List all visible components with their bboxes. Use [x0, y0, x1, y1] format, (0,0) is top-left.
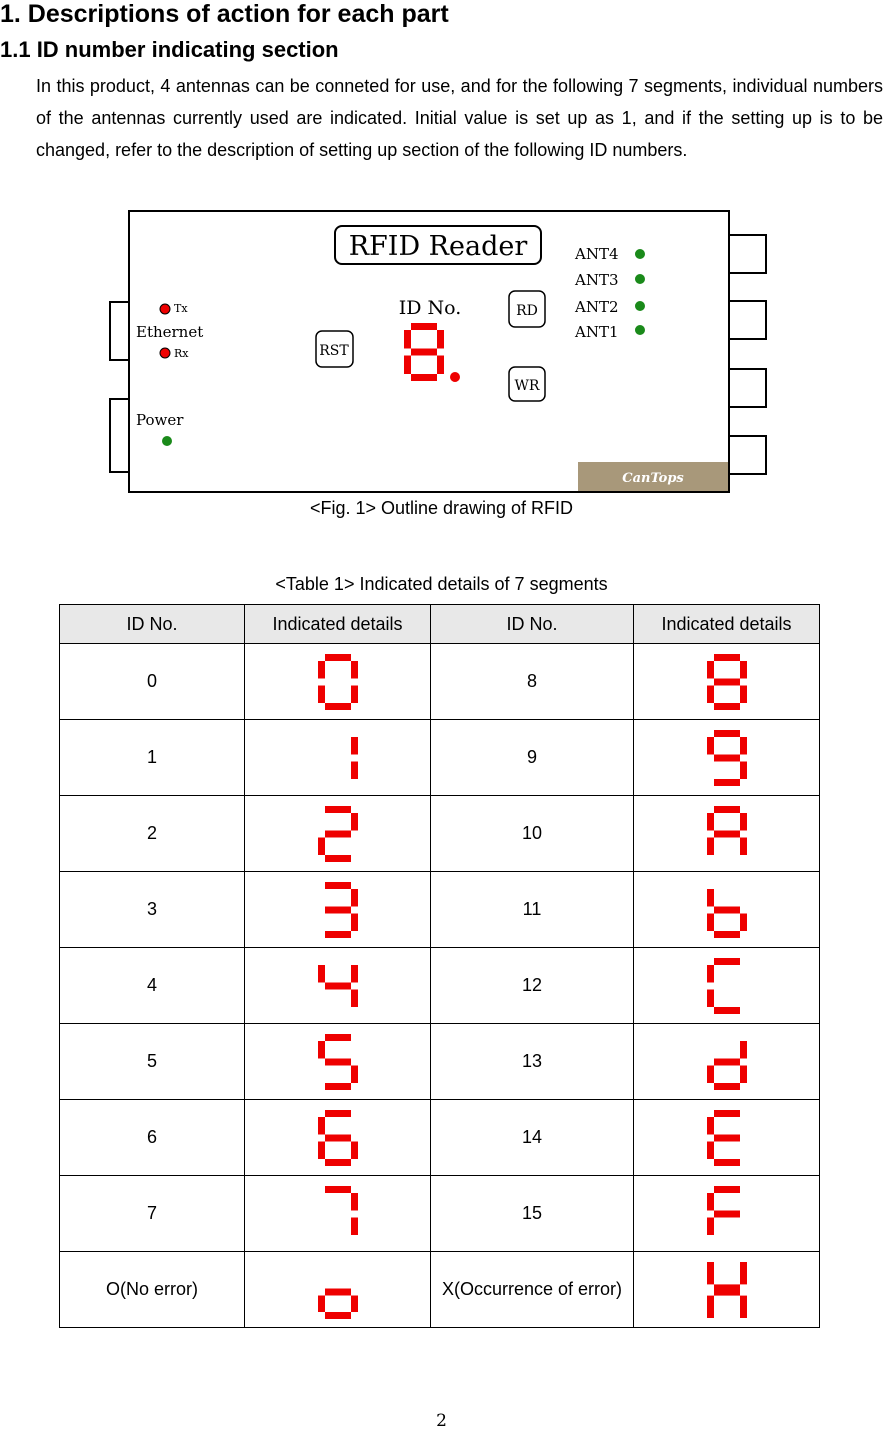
segment-f: [707, 661, 714, 679]
segment-d: [714, 1007, 740, 1014]
segment-g: [411, 349, 437, 356]
table-row: [60, 796, 820, 872]
segment-d: [411, 374, 437, 381]
left-id-cell: 6: [60, 1100, 245, 1176]
segment-glyph: [705, 1261, 749, 1319]
segment-a: [714, 1110, 740, 1117]
left-id-cell: 3: [60, 872, 245, 948]
segment-b: [740, 737, 747, 755]
segment-glyph: [316, 805, 360, 863]
right-segment-cell: [634, 1100, 820, 1176]
segment-glyph: [316, 653, 360, 711]
segment-a: [325, 654, 351, 661]
segment-glyph: [316, 1109, 360, 1167]
segment-b: [740, 661, 747, 679]
segment-bar: [707, 1262, 714, 1284]
rx-led: [160, 348, 170, 358]
segment-f: [707, 889, 714, 907]
description-paragraph: In this product, 4 antennas can be conneted for use, and for the following 7 segments, individual numbers of the antennas currently used are indicated. Initial value is set up as 1, and if the setting up is to be changed, refer to the description of setting up section of the following ID numbers.: [36, 76, 883, 160]
segment-a: [325, 1034, 351, 1041]
segment-f: [707, 1193, 714, 1211]
segment-d: [325, 703, 351, 710]
page-number: 2: [436, 1411, 447, 1431]
ethernet-label: Ethernet: [136, 323, 204, 341]
segment-a: [714, 806, 740, 813]
segment-f: [318, 661, 325, 679]
header-indicated-details: Indicated details: [245, 605, 431, 644]
segment-c: [351, 1141, 358, 1159]
right-id-cell: X(Occurrence of error): [431, 1252, 634, 1328]
right-id-cell: 12: [431, 948, 634, 1024]
segment-e: [707, 1141, 714, 1159]
segment-e: [318, 685, 325, 703]
left-segment-cell: [245, 1252, 431, 1328]
power-led: [162, 436, 172, 446]
table-row: [60, 1100, 820, 1176]
segment-glyph: [705, 1109, 749, 1167]
segment-glyph: [316, 1261, 360, 1319]
segment-a: [411, 323, 437, 330]
segment-glyph: [316, 1185, 360, 1243]
segment-glyph: [705, 957, 749, 1015]
right-segment-cell: [634, 796, 820, 872]
table-row: [60, 1176, 820, 1252]
segment-b: [740, 813, 747, 831]
segment-e: [707, 1065, 714, 1083]
segment-g: [325, 1288, 351, 1295]
segment-a: [325, 1186, 351, 1193]
title-text: RFID Reader: [348, 231, 528, 262]
table-caption: <Table 1> Indicated details of 7 segments: [275, 574, 608, 594]
right-segment-cell: [634, 948, 820, 1024]
right-segment-cell: [634, 720, 820, 796]
segment-glyph: [705, 653, 749, 711]
left-id-cell: 7: [60, 1176, 245, 1252]
ant2-led: [635, 301, 645, 311]
rfid-outline-figure: [108, 210, 770, 494]
segment-f: [707, 1117, 714, 1135]
segment-b: [351, 737, 358, 755]
header-indicated-details: Indicated details: [634, 605, 820, 644]
right-segment-cell: [634, 872, 820, 948]
segment-glyph: [705, 881, 749, 939]
header-id-no: ID No.: [431, 605, 634, 644]
segment-a: [325, 806, 351, 813]
segment-f: [318, 1041, 325, 1059]
segment-b: [351, 965, 358, 983]
segment-f: [707, 813, 714, 831]
segment-g: [325, 1134, 351, 1141]
segment-g: [714, 754, 740, 761]
segment-d: [325, 931, 351, 938]
segment-f: [318, 1117, 325, 1135]
left-segment-cell: [245, 872, 431, 948]
segment-e: [707, 837, 714, 855]
segment-d: [714, 703, 740, 710]
right-segment-cell: [634, 1024, 820, 1100]
left-segment-cell: [245, 720, 431, 796]
right-id-cell: 15: [431, 1176, 634, 1252]
segment-g: [714, 830, 740, 837]
segment-a: [714, 1186, 740, 1193]
segment-c: [351, 1217, 358, 1235]
left-segment-cell: [245, 796, 431, 872]
section-heading: 1. Descriptions of action for each part: [0, 0, 449, 28]
segment-a: [714, 958, 740, 965]
antenna-connector-1: [728, 436, 766, 474]
segment-c: [351, 1295, 358, 1312]
segment-g: [714, 678, 740, 685]
ant3-led: [635, 274, 645, 284]
segment-bar: [714, 1284, 740, 1295]
segment-d: [325, 855, 351, 862]
segment-d: [714, 779, 740, 786]
ant3-label: ANT3: [575, 271, 619, 289]
table-row: [60, 1252, 820, 1328]
figure-caption: <Fig. 1> Outline drawing of RFID: [309, 498, 574, 518]
segment-glyph: [705, 1033, 749, 1091]
left-segment-cell: [245, 948, 431, 1024]
segment-b: [351, 889, 358, 907]
right-id-cell: 14: [431, 1100, 634, 1176]
table-header-row: [60, 605, 820, 644]
segment-g: [325, 1058, 351, 1065]
rx-label: Rx: [174, 347, 189, 360]
segment-d: [714, 931, 740, 938]
segment-c: [740, 1065, 747, 1083]
antenna-connector-2: [728, 369, 766, 407]
segment-glyph: [316, 1033, 360, 1091]
segment-b: [351, 813, 358, 831]
segment-d: [714, 1083, 740, 1090]
rd-label: RD: [516, 303, 538, 319]
right-id-cell: 10: [431, 796, 634, 872]
ant1-label: ANT1: [575, 323, 619, 341]
wr-label: WR: [514, 378, 540, 394]
segment-table: [59, 604, 820, 1328]
left-id-cell: 4: [60, 948, 245, 1024]
segment-e: [707, 913, 714, 931]
segment-bar: [707, 1295, 714, 1317]
segment-g: [714, 906, 740, 913]
table-row: [60, 1024, 820, 1100]
segment-d: [325, 1159, 351, 1166]
right-id-cell: 8: [431, 644, 634, 720]
segment-g: [325, 906, 351, 913]
segment-c: [437, 356, 444, 375]
segment-e: [404, 356, 411, 375]
segment-b: [437, 330, 444, 349]
segment-glyph: [705, 805, 749, 863]
segment-f: [707, 737, 714, 755]
segment-glyph: [316, 881, 360, 939]
rst-label: RST: [319, 343, 349, 359]
id-label: ID No.: [398, 297, 462, 319]
right-id-cell: 13: [431, 1024, 634, 1100]
segment-f: [318, 965, 325, 983]
segment-c: [351, 989, 358, 1007]
segment-c: [351, 913, 358, 931]
left-id-cell: O(No error): [60, 1252, 245, 1328]
table-row: [60, 872, 820, 948]
decimal-point: [450, 372, 460, 382]
segment-bar: [740, 1262, 747, 1284]
segment-a: [325, 1110, 351, 1117]
left-id-cell: 1: [60, 720, 245, 796]
table-row: [60, 644, 820, 720]
left-segment-cell: [245, 1024, 431, 1100]
segment-b: [351, 1193, 358, 1211]
left-id-cell: 0: [60, 644, 245, 720]
segment-e: [707, 989, 714, 1007]
ant2-label: ANT2: [575, 298, 619, 316]
segment-c: [740, 913, 747, 931]
right-segment-cell: [634, 644, 820, 720]
segment-c: [351, 685, 358, 703]
segment-a: [714, 730, 740, 737]
segment-g: [714, 1058, 740, 1065]
segment-glyph: [316, 957, 360, 1015]
antenna-connector-4: [728, 235, 766, 273]
segment-g: [714, 1134, 740, 1141]
right-segment-cell: [634, 1252, 820, 1328]
ant4-label: ANT4: [575, 245, 619, 263]
segment-e: [707, 1217, 714, 1235]
antenna-connector-3: [728, 301, 766, 339]
segment-b: [740, 1041, 747, 1059]
left-id-cell: 2: [60, 796, 245, 872]
segment-a: [714, 654, 740, 661]
segment-a: [325, 882, 351, 889]
cantops-logo-text: CanTops: [622, 471, 684, 486]
segment-glyph: [705, 1185, 749, 1243]
table-row: [60, 720, 820, 796]
segment-e: [318, 1141, 325, 1159]
segment-g: [325, 830, 351, 837]
segment-e: [318, 1295, 325, 1312]
table-row: [60, 948, 820, 1024]
segment-glyph: [705, 729, 749, 787]
segment-d: [714, 1159, 740, 1166]
segment-g: [325, 982, 351, 989]
segment-f: [404, 330, 411, 349]
segment-c: [351, 761, 358, 779]
left-segment-cell: [245, 644, 431, 720]
segment-bar: [740, 1295, 747, 1317]
tx-label: Tx: [174, 302, 188, 315]
left-segment-cell: [245, 1100, 431, 1176]
segment-c: [740, 685, 747, 703]
subsection-heading: 1.1 ID number indicating section: [0, 37, 339, 62]
segment-d: [325, 1312, 351, 1319]
tx-led: [160, 304, 170, 314]
left-id-cell: 5: [60, 1024, 245, 1100]
right-id-cell: 11: [431, 872, 634, 948]
ant4-led: [635, 249, 645, 259]
segment-g: [714, 1210, 740, 1217]
segment-e: [707, 685, 714, 703]
power-label: Power: [136, 411, 184, 429]
left-connector-ethernet: [110, 302, 130, 360]
segment-c: [351, 1065, 358, 1083]
segment-glyph: [316, 729, 360, 787]
right-id-cell: 9: [431, 720, 634, 796]
left-connector-power: [110, 399, 130, 472]
segment-b: [351, 661, 358, 679]
segment-c: [740, 761, 747, 779]
segment-f: [707, 965, 714, 983]
header-id-no: ID No.: [60, 605, 245, 644]
segment-c: [740, 837, 747, 855]
segment-d: [325, 1083, 351, 1090]
left-segment-cell: [245, 1176, 431, 1252]
segment-e: [318, 837, 325, 855]
right-segment-cell: [634, 1176, 820, 1252]
ant1-led: [635, 325, 645, 335]
